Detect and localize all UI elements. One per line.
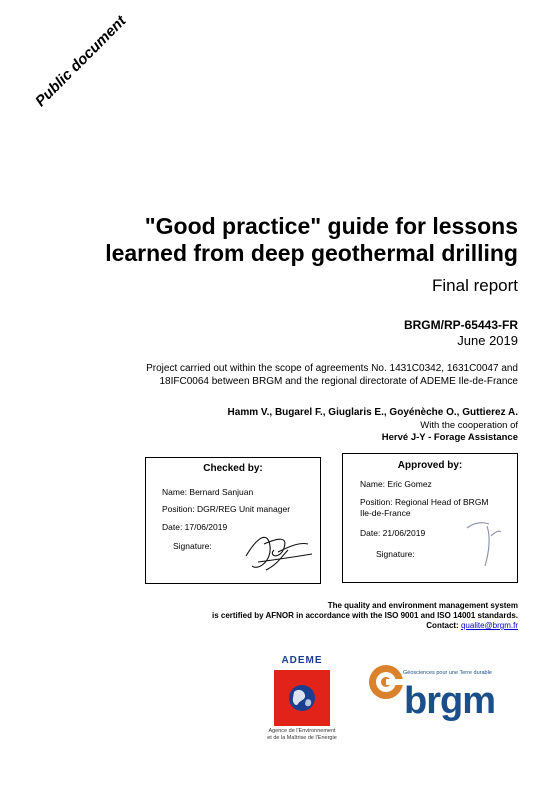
report-number: BRGM/RP-65443-FR: [403, 318, 518, 332]
approved-by-date: Date: 21/06/2019: [360, 528, 426, 538]
quality-contact: [212, 621, 518, 631]
checked-by-box: [145, 457, 321, 584]
quality-line-2: is certified by AFNOR in accordance with the ISO 9001 and ISO 14001 standards.: [211, 611, 518, 620]
report-subtitle: Final report: [432, 276, 518, 295]
globe-icon: [274, 670, 330, 726]
brgm-logo-word: brgm: [404, 680, 495, 722]
ademe-caption-line-1: Agence de l'Environnement: [268, 728, 336, 734]
brgm-tagline: Géosciences pour une Terre durable: [403, 670, 492, 676]
project-statement: [78, 362, 518, 388]
approved-by-box: [342, 453, 518, 583]
ademe-logo-caption: [262, 728, 342, 742]
report-title-line-1: "Good practice" guide for lessons: [144, 213, 518, 239]
ademe-logo: [262, 655, 342, 745]
checked-by-name: Name: Bernard Sanjuan: [162, 487, 254, 497]
report-title-line-2: learned from deep geothermal drilling: [105, 240, 518, 266]
quality-line-1: The quality and environment management system: [327, 601, 518, 610]
project-statement-line-1: Project carried out within the scope of agreements No. 1431C0342, 1631C0047 and: [146, 363, 518, 374]
approved-by-name: Name: Eric Gomez: [360, 479, 432, 489]
checked-by-signature-icon: [238, 526, 318, 576]
checked-by-signature-label: Signature:: [173, 541, 212, 551]
approved-by-signature-label: Signature:: [376, 549, 415, 559]
quality-statement: [212, 601, 518, 631]
report-title: [48, 213, 518, 267]
approved-by-position-line-1: Position: Regional Head of BRGM: [360, 497, 489, 507]
public-document-stamp: Public document: [32, 12, 130, 111]
approved-by-position-line-2: Ile-de-France: [360, 508, 411, 518]
quality-contact-label: Contact:: [426, 621, 459, 630]
quality-contact-email-link[interactable]: qualite@brgm.fr: [460, 621, 518, 630]
cooperation-name: Hervé J-Y - Forage Assistance: [381, 432, 518, 443]
approved-by-heading: Approved by:: [397, 460, 463, 471]
project-statement-line-2: 18IFC0064 between BRGM and the regional directorate of ADEME Ile-de-France: [159, 376, 518, 387]
brgm-logo: [366, 660, 526, 730]
authors: Hamm V., Bugarel F., Giuglaris E., Goyénèche O., Guttierez A.: [227, 407, 518, 418]
checked-by-date: Date: 17/06/2019: [162, 522, 228, 532]
brgm-spiral-icon: [366, 662, 406, 702]
cooperation-intro: With the cooperation of: [420, 420, 518, 431]
report-date: June 2019: [457, 333, 518, 348]
checked-by-position: Position: DGR/REG Unit manager: [162, 504, 291, 514]
ademe-caption-line-2: et de la Maîtrise de l'Energie: [267, 735, 337, 741]
ademe-logo-word: ADEME: [281, 655, 323, 666]
approved-by-signature-icon: [461, 514, 511, 572]
ademe-logo-square: [274, 670, 330, 726]
checked-by-heading: Checked by:: [203, 463, 263, 474]
